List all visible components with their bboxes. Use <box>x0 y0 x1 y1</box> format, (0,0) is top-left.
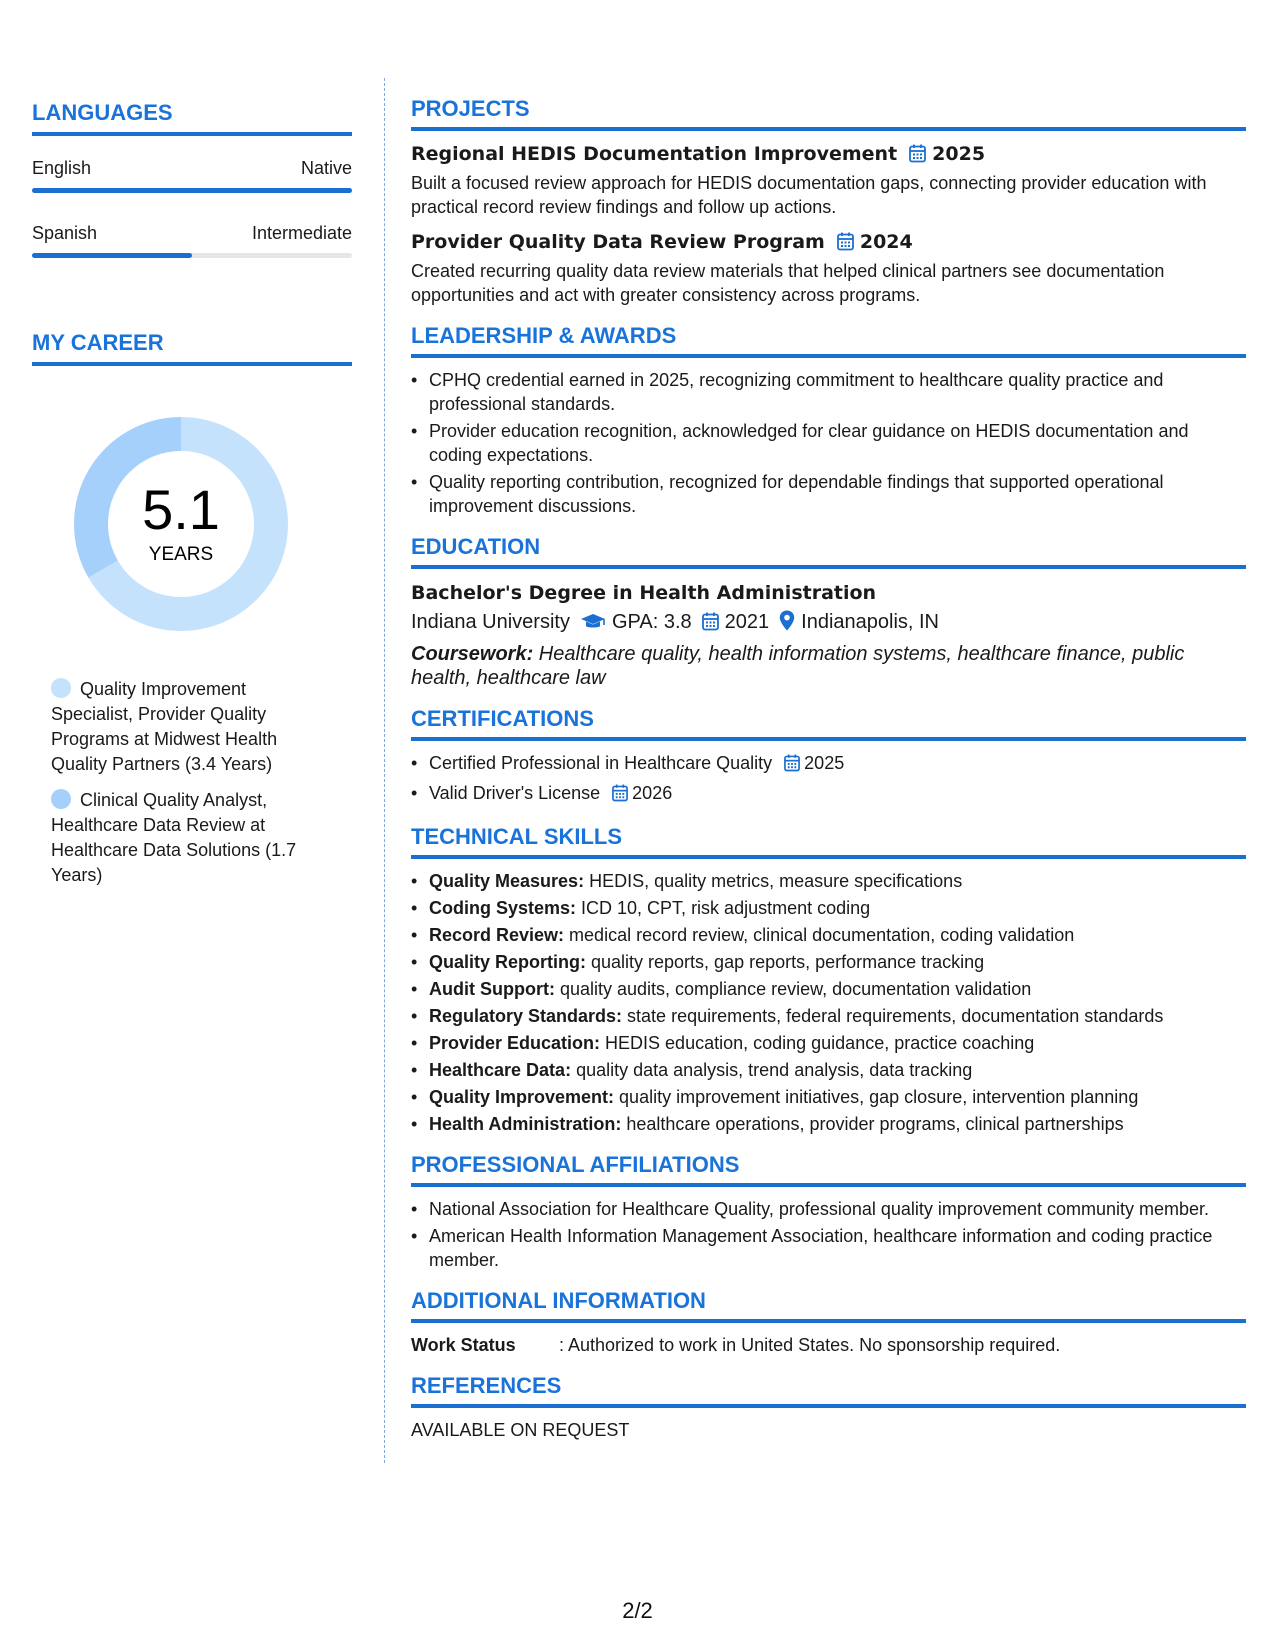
projects-section <box>411 96 1246 307</box>
certification-year: 2026 <box>632 783 673 803</box>
skills-section <box>411 824 1246 1136</box>
affiliations-section <box>411 1152 1246 1272</box>
skill-text: HEDIS, quality metrics, measure specifications <box>584 871 963 891</box>
legend-dot-icon <box>51 678 71 698</box>
coursework-text: Healthcare quality, health information systems, healthcare finance, public health, healthcare law <box>411 643 1185 689</box>
language-item <box>32 158 352 193</box>
education-meta <box>411 607 1246 640</box>
list-item <box>411 751 1246 778</box>
work-status-value: : Authorized to work in United States. No sponsorship required. <box>559 1335 1061 1355</box>
references-heading: REFERENCES <box>411 1373 1246 1408</box>
skill-item <box>411 923 1246 947</box>
additional-heading: ADDITIONAL INFORMATION <box>411 1288 1246 1323</box>
graduation-cap-icon <box>580 610 606 640</box>
skill-item <box>411 896 1246 920</box>
skill-text: healthcare operations, provider programs, clinical partnerships <box>621 1114 1124 1134</box>
skill-item <box>411 977 1246 1001</box>
career-role-label: Quality Improvement Specialist, Provider Quality Programs at Midwest Health Quality Partners (3.4 Years) <box>51 679 278 774</box>
education-heading: EDUCATION <box>411 534 1246 569</box>
language-name: English <box>32 158 92 178</box>
skill-label: Provider Education: <box>429 1033 601 1053</box>
skill-text: HEDIS education, coding guidance, practice coaching <box>600 1033 1035 1053</box>
project-item <box>411 141 1246 219</box>
certifications-heading: CERTIFICATIONS <box>411 706 1246 741</box>
skill-text: medical record review, clinical documentation, coding validation <box>564 925 1075 945</box>
gpa: GPA: 3.8 <box>611 611 692 633</box>
languages-heading: LANGUAGES <box>32 100 352 136</box>
coursework-label: Coursework: <box>411 643 534 665</box>
language-proficiency-fill <box>32 188 352 193</box>
legend-dot-icon <box>51 789 71 809</box>
skill-label: Healthcare Data: <box>429 1060 572 1080</box>
skill-item <box>411 1085 1246 1109</box>
career-role-label: Clinical Quality Analyst, Healthcare Data Review at Healthcare Data Solutions (1.7 Years) <box>51 790 297 885</box>
languages-section <box>32 100 352 258</box>
work-status-label: Work Status <box>411 1335 516 1355</box>
certification-name: Valid Driver's License <box>429 783 601 803</box>
career-heading: MY CAREER <box>32 330 352 366</box>
affiliations-heading: PROFESSIONAL AFFILIATIONS <box>411 1152 1246 1187</box>
skill-label: Quality Improvement: <box>429 1087 615 1107</box>
certification-year: 2025 <box>804 753 845 773</box>
list-item: • American Health Information Management Association, healthcare information and coding practice member. <box>411 1224 1246 1272</box>
references-section <box>411 1373 1246 1442</box>
skill-text: quality data analysis, trend analysis, data tracking <box>571 1060 973 1080</box>
school-location: Indianapolis, IN <box>801 611 940 633</box>
project-year: 2024 <box>859 231 913 253</box>
list-item: • CPHQ credential earned in 2025, recognizing commitment to healthcare quality practice and professional standards. <box>411 368 1246 416</box>
skill-item <box>411 1031 1246 1055</box>
coursework <box>411 642 1246 690</box>
column-divider <box>384 78 385 1463</box>
language-proficiency-bar <box>32 188 352 193</box>
list-item: • Quality reporting contribution, recognized for dependable findings that supported operational improvement discussions. <box>411 470 1246 518</box>
career-total-years: 5.1 <box>142 478 220 541</box>
skill-label: Quality Measures: <box>429 871 585 891</box>
project-title: Provider Quality Data Review Program <box>411 231 825 253</box>
language-item <box>32 223 352 258</box>
calendar-icon <box>612 784 628 808</box>
skill-label: Record Review: <box>429 925 565 945</box>
skill-item <box>411 1004 1246 1028</box>
language-name: Spanish <box>32 223 98 243</box>
right-column <box>411 96 1246 1458</box>
leadership-heading: LEADERSHIP & AWARDS <box>411 323 1246 358</box>
project-item <box>411 229 1246 307</box>
skill-text: quality audits, compliance review, documentation validation <box>554 979 1032 999</box>
skill-text: state requirements, federal requirements, documentation standards <box>622 1006 1164 1026</box>
skill-text: quality reports, gap reports, performance tracking <box>586 952 985 972</box>
leadership-section <box>411 323 1246 518</box>
language-proficiency-bar <box>32 253 352 258</box>
graduation-year: 2021 <box>724 611 770 633</box>
project-description: Built a focused review approach for HEDIS documentation gaps, connecting provider education with practical record review findings and follow up actions. <box>411 173 1207 217</box>
language-level: Intermediate <box>251 223 352 243</box>
language-level: Native <box>300 158 352 178</box>
skill-label: Audit Support: <box>429 979 555 999</box>
skill-item <box>411 1058 1246 1082</box>
page-number: 2/2 <box>622 1598 653 1623</box>
skill-label: Regulatory Standards: <box>429 1006 623 1026</box>
certification-name: Certified Professional in Healthcare Quality <box>429 753 773 773</box>
work-status-row <box>411 1333 1246 1357</box>
career-section <box>32 330 352 888</box>
project-description: Created recurring quality data review materials that helped clinical partners see documentation opportunities and act with greater consistency across programs. <box>411 261 1165 305</box>
calendar-icon <box>909 144 926 171</box>
career-total-unit: YEARS <box>148 544 214 565</box>
skill-label: Quality Reporting: <box>429 952 586 972</box>
skills-heading: TECHNICAL SKILLS <box>411 824 1246 859</box>
skill-item <box>411 1112 1246 1136</box>
calendar-icon <box>837 232 854 259</box>
list-item: • National Association for Healthcare Quality, professional quality improvement community member. <box>411 1197 1246 1221</box>
career-donut-chart <box>66 409 296 639</box>
projects-heading: PROJECTS <box>411 96 1246 131</box>
career-legend-item <box>51 677 313 777</box>
list-item: • Provider education recognition, acknowledged for clear guidance on HEDIS documentation and coding expectations. <box>411 419 1246 467</box>
project-year: 2025 <box>932 143 986 165</box>
location-pin-icon <box>779 610 795 640</box>
references-text: AVAILABLE ON REQUEST <box>411 1420 630 1440</box>
school-name: Indiana University <box>411 611 570 633</box>
calendar-icon <box>784 754 800 778</box>
skill-label: Coding Systems: <box>429 898 577 918</box>
skill-item <box>411 869 1246 893</box>
skill-label: Health Administration: <box>429 1114 622 1134</box>
list-item <box>411 781 1246 808</box>
skill-text: ICD 10, CPT, risk adjustment coding <box>576 898 871 918</box>
career-legend <box>51 677 313 888</box>
education-section <box>411 534 1246 690</box>
certifications-section <box>411 706 1246 808</box>
language-proficiency-fill <box>32 253 192 258</box>
degree-title: Bachelor's Degree in Health Administration <box>411 582 877 604</box>
calendar-icon <box>702 610 719 640</box>
project-title: Regional HEDIS Documentation Improvement <box>411 143 898 165</box>
left-column <box>32 100 352 899</box>
career-legend-item <box>51 788 313 888</box>
skill-text: quality improvement initiatives, gap closure, intervention planning <box>614 1087 1139 1107</box>
skill-item <box>411 950 1246 974</box>
additional-section <box>411 1288 1246 1357</box>
